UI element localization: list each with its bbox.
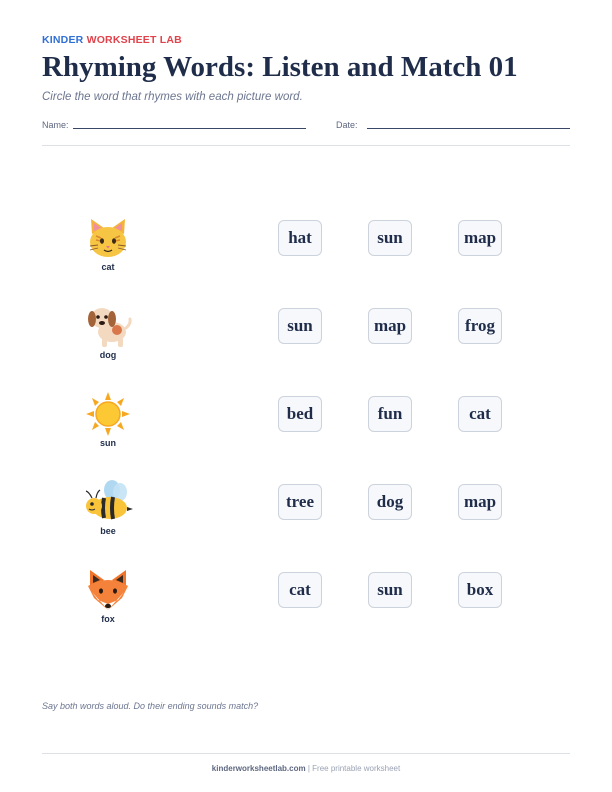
name-field[interactable] [73,128,306,129]
footer-site: kinderworksheetlab.com [211,764,306,773]
choice-word[interactable]: cat [278,572,322,608]
rhyme-row-dog [0,304,612,392]
instructions: Circle the word that rhymes with each picture word. [42,91,303,103]
choice-word[interactable]: map [458,220,502,256]
choice-word[interactable]: fun [368,396,412,432]
picture-word: bee [100,526,116,536]
choice-word[interactable]: tree [278,484,322,520]
picture-word: cat [101,262,115,272]
footer [0,764,612,773]
rhyme-row-bee [0,480,612,568]
footer-note: Free printable worksheet [312,764,401,773]
bee-icon [82,480,134,524]
footer-divider [42,753,570,754]
header-divider [42,145,570,146]
choice-word[interactable]: map [368,308,412,344]
date-field[interactable] [367,128,570,129]
choice-word[interactable]: hat [278,220,322,256]
date-label: Date: [336,120,358,130]
picture-word: sun [99,438,116,448]
dog-icon [82,304,134,348]
choice-word[interactable]: sun [368,572,412,608]
tip-text: Say both words aloud. Do their ending sounds match? [42,701,259,711]
rhyme-row-sun [0,392,612,480]
choice-word[interactable]: map [458,484,502,520]
choice-word[interactable]: sun [278,308,322,344]
choice-word[interactable]: dog [368,484,412,520]
rhyme-row-cat [0,216,612,304]
brand-part1: KINDER [42,34,84,46]
brand-logo [42,34,182,46]
sun-icon [82,392,134,436]
picture-word: dog [99,350,117,360]
choice-word[interactable]: bed [278,396,322,432]
choice-word[interactable]: sun [368,220,412,256]
picture-word: fox [101,614,115,624]
choice-word[interactable]: frog [458,308,502,344]
brand-part2: WORKSHEET LAB [86,34,182,46]
footer-separator: | [307,764,310,773]
page-title: Rhyming Words: Listen and Match 01 [42,51,518,83]
choice-word[interactable]: cat [458,396,502,432]
choice-word[interactable]: box [458,572,502,608]
rhyme-row-fox [0,568,612,656]
cat-face-icon [82,216,134,260]
name-label: Name: [42,120,69,130]
fox-face-icon [82,568,134,612]
